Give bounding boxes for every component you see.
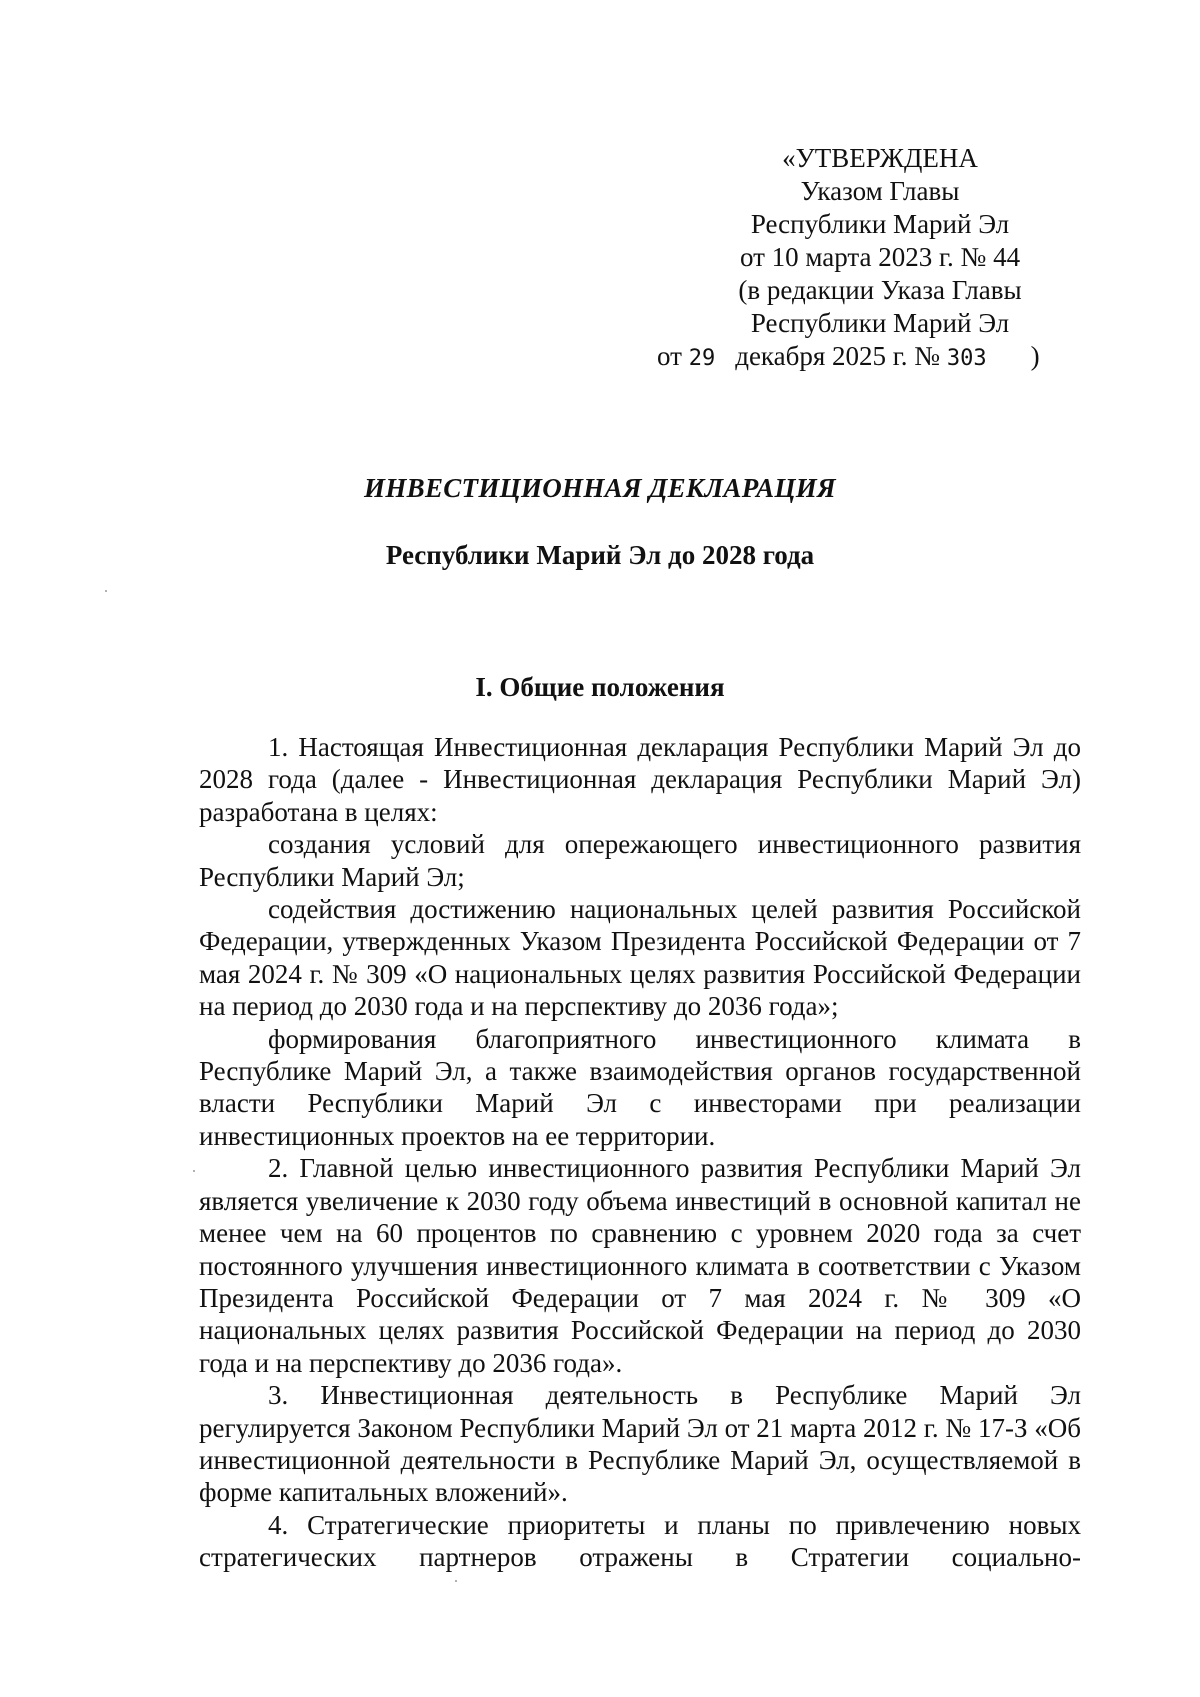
paragraph: 4. Стратегические приоритеты и планы по привлечению новых стратегических партнеров отражены в Стратегии социально- [199, 1509, 1081, 1573]
approval-date-prefix: от [657, 341, 682, 371]
paragraph: 2. Главной целью инвестиционного развития Республики Марий Эл является увеличение к 2030 году объема инвестиций в основной капитал не менее чем на 60 процентов по сравнению с уровнем 2020 года за счет постоянного улучшения инвестиционного климата в соответствии с Указом Президента Российской Федерации от 7 мая 2024 г. № 309 «О национальных целях развития Российской Федерации на период до 2030 года и на перспективу до 2036 года». [199, 1153, 1081, 1378]
approval-day: 29 [688, 346, 716, 371]
approval-date-middle: декабря 2025 г. № [735, 341, 941, 371]
approval-number: 303 [946, 346, 987, 371]
section-heading: I. Общие положения [475, 672, 725, 702]
approval-close-paren: ) [1030, 341, 1040, 371]
paragraph: 3. Инвестиционная деятельность в Республике Марий Эл регулируется Законом Республики Марий Эл от 21 марта 2012 г. № 17-З «Об инвестиционной деятельности в Республике Марий Эл, осуществляемой в форме капитальных вложений». [199, 1380, 1081, 1508]
paragraph: создания условий для опережающего инвестиционного развития Республики Марий Эл; [199, 829, 1081, 892]
approval-date-line [657, 340, 1097, 375]
approval-line: от 10 марта 2023 г. № 44 [739, 242, 1021, 272]
approval-stamp [657, 142, 1100, 375]
document-subtitle: Республики Марий Эл до 2028 года [385, 540, 815, 570]
paragraph: формирования благоприятного инвестиционного климата в Республике Марий Эл, а также взаимодействия органов государственной власти Республики Марий Эл с инвесторами при реализации инвестиционных проектов на ее территории. [199, 1023, 1081, 1151]
approval-line: Республики Марий Эл [750, 308, 1010, 338]
paragraph: содействия достижению национальных целей развития Российской Федерации, утвержденных Указом Президента Российской Федерации от 7 мая 2024 г. № 309 «О национальных целях развития Российской Федерации на период до 2030 года и на перспективу до 2036 года»; [199, 894, 1081, 1022]
scan-speck [455, 1580, 457, 1582]
approval-line: Указом Главы [800, 176, 960, 206]
scan-speck [105, 590, 107, 592]
document-body [199, 731, 1081, 1574]
approval-line: Республики Марий Эл [750, 209, 1010, 239]
approval-line: (в редакции Указа Главы [738, 275, 1022, 305]
document-title: ИНВЕСТИЦИОННАЯ ДЕКЛАРАЦИЯ [364, 473, 836, 503]
paragraph: 1. Настоящая Инвестиционная декларация Республики Марий Эл до 2028 года (далее - Инвестиционная декларация Республики Марий Эл) разработана в целях: [199, 732, 1081, 827]
approval-line: «УТВЕРЖДЕНА [782, 143, 978, 173]
scan-speck [193, 1170, 195, 1172]
